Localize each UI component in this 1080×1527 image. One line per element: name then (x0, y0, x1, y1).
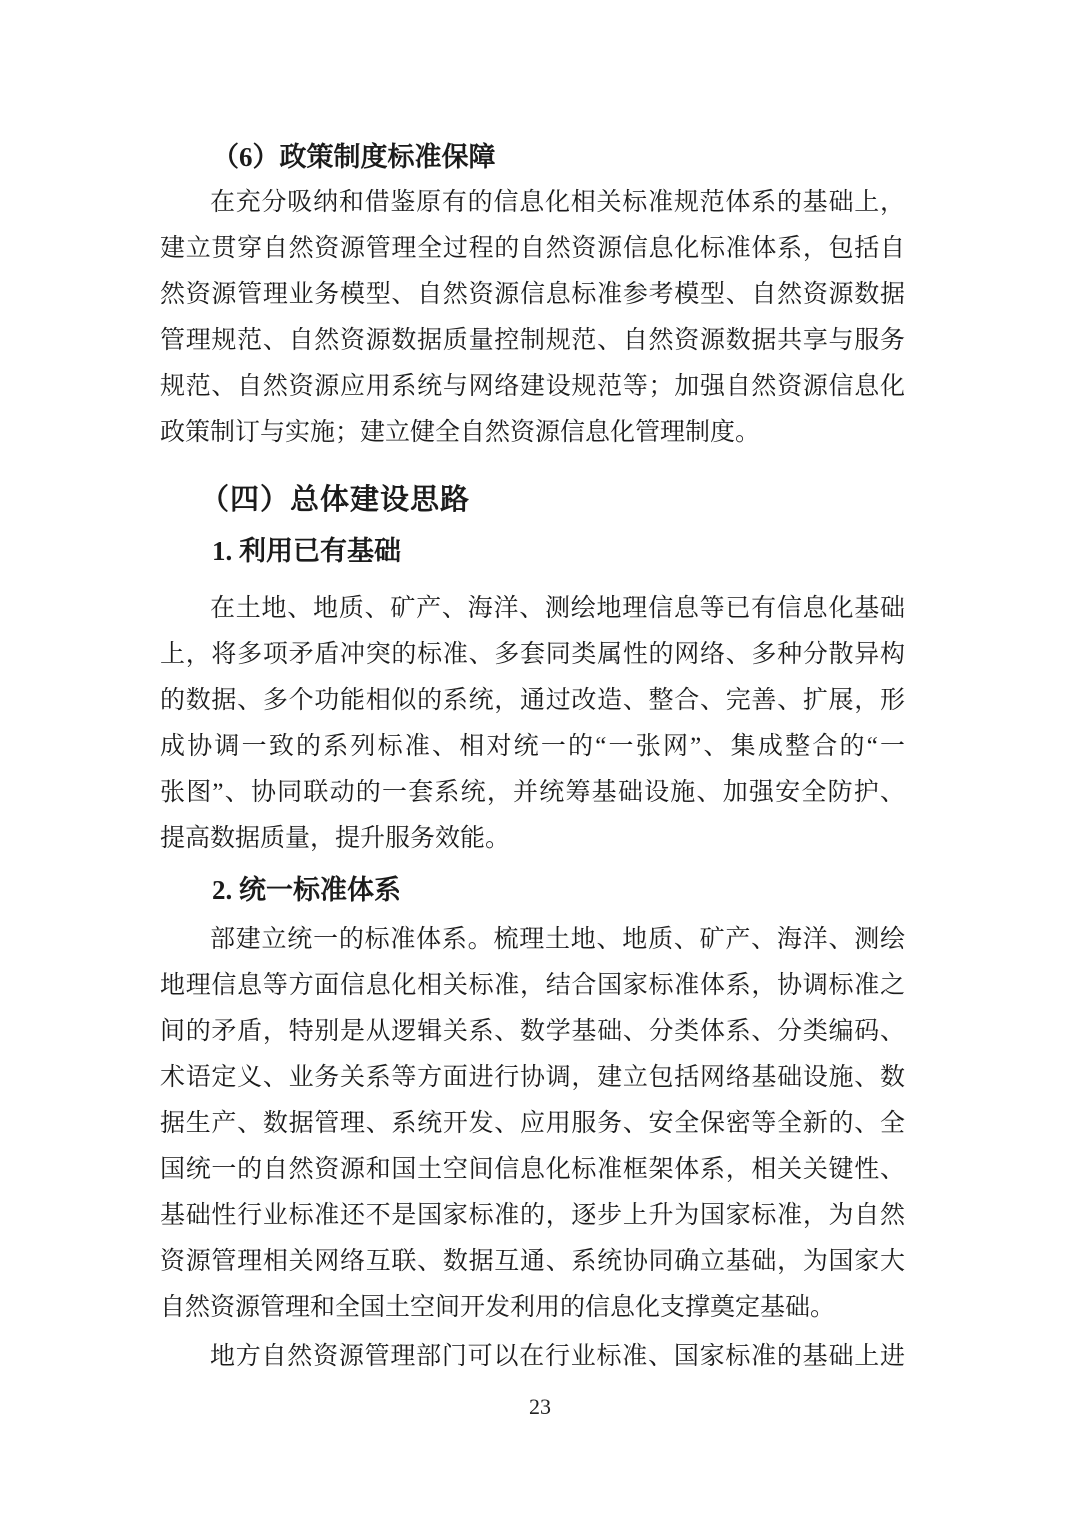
text-line: 在充分吸纳和借鉴原有的信息化相关标准规范体系的基础上， (210, 189, 905, 216)
text-line: 政策制订与实施；建立健全自然资源信息化管理制度。 (160, 419, 761, 446)
text-line: 张图”、协同联动的一套系统，并统筹基础设施、加强安全防护、 (160, 779, 905, 806)
text-line: 术语定义、业务关系等方面进行协调，建立包括网络基础设施、数 (160, 1064, 905, 1091)
text-line: 提高数据质量，提升服务效能。 (160, 825, 511, 852)
text-line: 然资源管理业务模型、自然资源信息标准参考模型、自然资源数据 (160, 281, 905, 308)
text-line: 据生产、数据管理、系统开发、应用服务、安全保密等全新的、全 (160, 1110, 905, 1137)
text-line: 规范、自然资源应用系统与网络建设规范等；加强自然资源信息化 (160, 373, 905, 400)
text-line: 管理规范、自然资源数据质量控制规范、自然资源数据共享与服务 (160, 327, 905, 354)
text-line: 基础性行业标准还不是国家标准的，逐步上升为国家标准，为自然 (160, 1202, 905, 1229)
paragraph-policy-standards (160, 180, 905, 456)
text-line: 的数据、多个功能相似的系统，通过改造、整合、完善、扩展，形 (160, 687, 905, 714)
text-block (160, 0, 905, 1380)
text-line: 地方自然资源管理部门可以在行业标准、国家标准的基础上进 (210, 1343, 905, 1370)
text-line: 资源管理相关网络互联、数据互通、系统协同确立基础，为国家大 (160, 1248, 905, 1275)
text-line: 国统一的自然资源和国土空间信息化标准框架体系，相关关键性、 (160, 1156, 905, 1183)
paragraph-local-departments (160, 1334, 905, 1380)
text-line: 建立贯穿自然资源管理全过程的自然资源信息化标准体系，包括自 (160, 235, 905, 262)
page-footer (0, 1394, 1080, 1420)
text-line: 上，将多项矛盾冲突的标准、多套同类属性的网络、多种分散异构 (160, 641, 905, 668)
heading-overall-approach: （四）总体建设思路 (200, 484, 471, 516)
text-line: 成协调一致的系列标准、相对统一的“一张网”、集成整合的“一 (160, 733, 905, 760)
page-number: 23 (529, 1394, 551, 1419)
text-line: 间的矛盾，特别是从逻辑关系、数学基础、分类体系、分类编码、 (160, 1018, 905, 1045)
heading-unified-standards: 2. 统一标准体系 (212, 875, 401, 905)
heading-policy-standards: （6）政策制度标准保障 (212, 142, 496, 172)
paragraph-use-existing (160, 586, 905, 862)
paragraph-unified-standards (160, 917, 905, 1331)
text-line: 自然资源管理和全国土空间开发利用的信息化支撑奠定基础。 (160, 1294, 836, 1321)
text-line: 部建立统一的标准体系。梳理土地、地质、矿产、海洋、测绘 (210, 926, 905, 953)
text-line: 地理信息等方面信息化相关标准，结合国家标准体系，协调标准之 (160, 972, 905, 999)
heading-use-existing-foundation: 1. 利用已有基础 (212, 536, 401, 566)
text-line: 在土地、地质、矿产、海洋、测绘地理信息等已有信息化基础 (210, 595, 905, 622)
